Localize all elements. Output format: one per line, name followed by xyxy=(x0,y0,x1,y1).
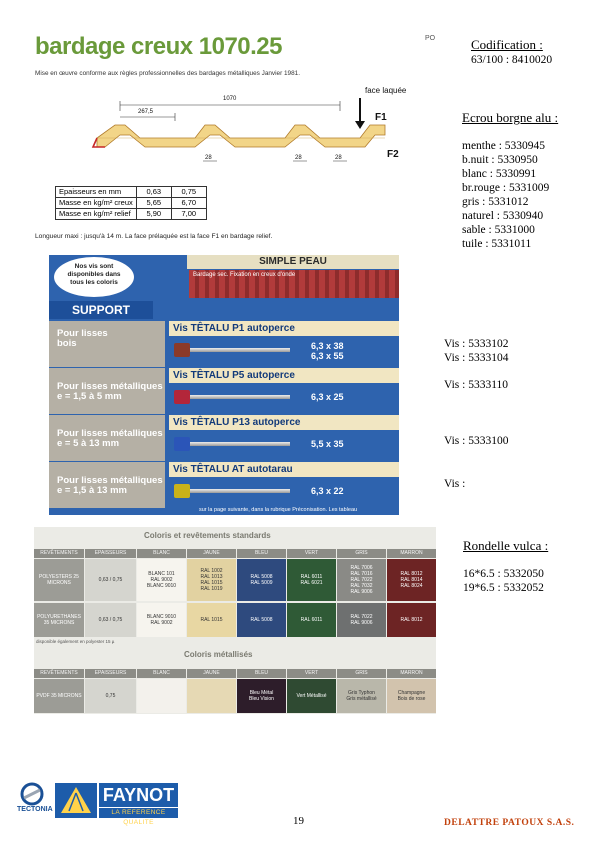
colors-row xyxy=(34,559,436,601)
list-item: gris : 5331012 xyxy=(462,196,529,208)
list-item: 19*6.5 : 5332052 xyxy=(463,582,544,594)
thickness-table xyxy=(55,186,207,220)
color-cell: RAL 5008 RAL 5009 xyxy=(237,559,286,601)
screw-row xyxy=(49,368,399,414)
colors-bubble xyxy=(54,257,134,297)
table-cell: 0,63 xyxy=(136,187,171,198)
cladding-image xyxy=(189,270,399,298)
table-row xyxy=(56,209,207,220)
color-cell: RAL 6011 RAL 6021 xyxy=(287,559,336,601)
faynot-tagline: LA REFERENCE QUALITE xyxy=(99,808,178,818)
colors-header-row xyxy=(34,549,436,558)
color-cell: RAL 1015 xyxy=(187,603,236,637)
corner-code: PO xyxy=(425,35,436,42)
col-header: BLANC xyxy=(137,669,186,678)
row-header: PVDF 35 MICRONS xyxy=(34,679,84,713)
vis-code: Vis : 5333100 xyxy=(444,435,509,447)
color-cell: RAL 5008 xyxy=(237,603,286,637)
bardage-panel xyxy=(35,33,410,245)
colors-metallic-title: Coloris métallisés xyxy=(184,650,253,659)
bubble-text: Nos vis sont disponibles dans tous les coloris xyxy=(67,263,121,286)
screw-name: Vis TÊTALU P1 autoperce xyxy=(169,321,399,336)
table-cell-label: Masse en kg/m² relief xyxy=(56,209,137,220)
color-cell: BLANC 101 RAL 9002 BLANC 9010 xyxy=(137,559,186,601)
colors-note: disponible également en polyester 15 µ xyxy=(36,639,115,644)
row-header: POLYURETHANES 35 MICRONS xyxy=(34,603,84,637)
screws-panel xyxy=(49,255,399,515)
vis-code: Vis : xyxy=(444,478,466,490)
bardage-intro: Mise en œuvre conforme aux règles professionnelles des bardages métalliques Janvier 1981. xyxy=(35,70,300,77)
screw-icon xyxy=(174,437,294,451)
table-cell-label: Epaisseurs en mm xyxy=(56,187,137,198)
thickness-cell: 0,63 / 0,75 xyxy=(85,603,136,637)
table-cell: 0,75 xyxy=(171,187,206,198)
table-row xyxy=(56,198,207,209)
color-cell: Champagne Bois de rose xyxy=(387,679,436,713)
color-cell xyxy=(137,679,186,713)
color-cell: Gris Typhon Gris métallisé xyxy=(337,679,386,713)
dim-28-b: 28 xyxy=(295,155,302,161)
screw-icon xyxy=(174,390,294,404)
bardage-title: bardage creux 1070.25 xyxy=(35,33,282,60)
support-text: Pour lisses bois xyxy=(57,328,108,349)
dim-28-c: 28 xyxy=(335,155,342,161)
list-item: menthe : 5330945 xyxy=(462,140,546,152)
colors-row xyxy=(34,679,436,713)
col-header: EPAISSEURS xyxy=(85,549,136,558)
col-header: BLEU xyxy=(237,669,286,678)
list-item: b.nuit : 5330950 xyxy=(462,154,538,166)
table-cell: 7,00 xyxy=(171,209,206,220)
color-cell xyxy=(187,679,236,713)
list-item: blanc : 5330991 xyxy=(462,168,537,180)
rondelle-heading: Rondelle vulca : xyxy=(463,538,549,553)
f1-label: F1 xyxy=(375,112,387,123)
screw-row xyxy=(49,462,399,508)
col-header: VERT xyxy=(287,669,336,678)
col-header: JAUNE xyxy=(187,669,236,678)
list-item: naturel : 5330940 xyxy=(462,210,544,222)
screw-name: Vis TÊTALU P13 autoperce xyxy=(169,415,399,430)
col-header: BLEU xyxy=(237,549,286,558)
color-cell: RAL 1002 RAL 1013 RAL 1015 RAL 1019 xyxy=(187,559,236,601)
color-cell: RAL 7006 RAL 7016 RAL 7022 RAL 7032 RAL 9006 xyxy=(337,559,386,601)
list-item: tuile : 5331011 xyxy=(462,238,532,250)
screw-dims: 6,3 x 22 xyxy=(311,486,344,496)
screw-row xyxy=(49,415,399,461)
thickness-cell: 0,63 / 0,75 xyxy=(85,559,136,601)
colors-row xyxy=(34,603,436,637)
support-text: Pour lisses métalliques e = 1,5 à 5 mm xyxy=(57,381,163,402)
screw-icon xyxy=(174,343,294,357)
row-header: POLYESTERS 25 MICRONS xyxy=(34,559,84,601)
col-header: GRIS xyxy=(337,669,386,678)
colors-standard-title: Coloris et revêtements standards xyxy=(144,531,271,540)
page-number: 19 xyxy=(293,815,304,827)
screw-dims: 6,3 x 38 6,3 x 55 xyxy=(311,341,344,361)
screw-name: Vis TÊTALU AT autotarau xyxy=(169,462,399,477)
table-row xyxy=(56,187,207,198)
col-header: BLANC xyxy=(137,549,186,558)
bardage-footnote: Longueur maxi : jusqu'à 14 m. La face prélaquée est la face F1 en bardage relief. xyxy=(35,233,273,240)
faynot-logo xyxy=(55,783,178,826)
face-label: face laquée xyxy=(365,86,407,95)
color-cell: RAL 8012 RAL 8014 RAL 8024 xyxy=(387,559,436,601)
col-header: GRIS xyxy=(337,549,386,558)
rondelle-list xyxy=(463,567,544,595)
support-text: Pour lisses métalliques e = 5 à 13 mm xyxy=(57,428,163,449)
vis-code: Vis : 5333104 xyxy=(444,352,509,364)
col-header: JAUNE xyxy=(187,549,236,558)
tectonia-logo-icon xyxy=(18,782,46,806)
support-label: SUPPORT xyxy=(49,301,153,319)
dim-267: 267,5 xyxy=(138,109,154,115)
company-name: DELATTRE PATOUX S.A.S. xyxy=(444,818,575,828)
vis-code: Vis : 5333110 xyxy=(444,379,509,391)
screw-name: Vis TÊTALU P5 autoperce xyxy=(169,368,399,383)
ecrou-list xyxy=(462,139,549,251)
faynot-logo-text: FAYNOT xyxy=(99,783,178,807)
tectonia-logo-text: TECTONIA xyxy=(17,806,53,813)
dim-28-a: 28 xyxy=(205,155,212,161)
color-cell: Bleu Métal Bleu Vision xyxy=(237,679,286,713)
codification-value: 63/100 : 8410020 xyxy=(471,54,553,66)
table-cell: 6,70 xyxy=(171,198,206,209)
table-cell: 5,90 xyxy=(136,209,171,220)
col-header: REVÊTEMENTS xyxy=(34,549,84,558)
ecrou-heading: Ecrou borgne alu : xyxy=(462,110,559,125)
color-cell: RAL 7022 RAL 9006 xyxy=(337,603,386,637)
color-cell: Vert Métallisé xyxy=(287,679,336,713)
table-cell-label: Masse en kg/m² creux xyxy=(56,198,137,209)
codification-heading: Codification : xyxy=(471,37,543,52)
color-cell: BLANC 9010 RAL 9002 xyxy=(137,603,186,637)
support-text: Pour lisses métalliques e = 1,5 à 13 mm xyxy=(57,475,163,496)
f2-label: F2 xyxy=(387,149,399,160)
table-cell: 5,65 xyxy=(136,198,171,209)
color-cell: RAL 6011 xyxy=(287,603,336,637)
thickness-cell: 0,75 xyxy=(85,679,136,713)
simple-peau-label: SIMPLE PEAU xyxy=(187,255,399,269)
col-header: EPAISSEURS xyxy=(85,669,136,678)
vis-code: Vis : 5333102 xyxy=(444,338,509,350)
list-item: sable : 5331000 xyxy=(462,224,535,236)
col-header: VERT xyxy=(287,549,336,558)
faynot-emblem xyxy=(55,783,97,818)
screw-dims: 5,5 x 35 xyxy=(311,439,344,449)
screw-row xyxy=(49,321,399,367)
colors-header-row xyxy=(34,669,436,678)
col-header: MARRON xyxy=(387,669,436,678)
screws-foot: sur la page suivante, dans la rubrique Préconisation. Les tableau xyxy=(199,507,358,513)
colors-panel xyxy=(34,527,436,714)
dim-1070: 1070 xyxy=(223,96,237,102)
list-item: 16*6.5 : 5332050 xyxy=(463,568,544,580)
color-cell: RAL 8012 xyxy=(387,603,436,637)
screw-icon xyxy=(174,484,294,498)
list-item: br.rouge : 5331009 xyxy=(462,182,550,194)
bardage-note: Bardage sec. Fixation en creux d'onde xyxy=(193,272,296,278)
screw-dims: 6,3 x 25 xyxy=(311,392,344,402)
col-header: MARRON xyxy=(387,549,436,558)
col-header: REVÊTEMENTS xyxy=(34,669,84,678)
